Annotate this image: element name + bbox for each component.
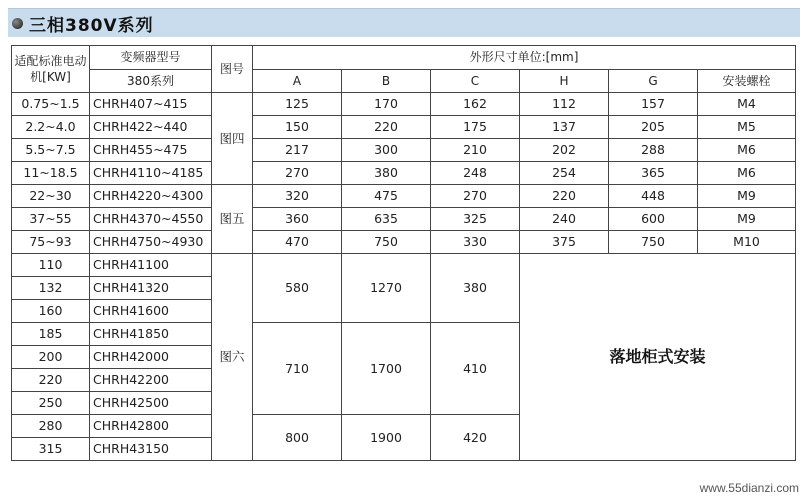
header-row	[12, 46, 796, 70]
cell-a: 150	[253, 116, 342, 139]
cell-bolt: M6	[698, 139, 796, 162]
table-row	[12, 231, 796, 254]
cell-model: CHRH42000	[90, 346, 212, 369]
cell-model: CHRH42800	[90, 415, 212, 438]
cell-b: 300	[342, 139, 431, 162]
bullet-icon	[12, 18, 23, 29]
cell-a: 320	[253, 185, 342, 208]
cell-c: 410	[431, 323, 520, 415]
cell-a: 800	[253, 415, 342, 461]
cell-model: CHRH4110~4185	[90, 162, 212, 185]
cell-kw: 37~55	[12, 208, 90, 231]
cell-kw: 185	[12, 323, 90, 346]
cell-b: 475	[342, 185, 431, 208]
cell-bolt: M5	[698, 116, 796, 139]
cell-c: 175	[431, 116, 520, 139]
cell-c: 210	[431, 139, 520, 162]
header-row-2	[12, 69, 796, 93]
header-col-bolt: 安装螺栓	[698, 69, 796, 93]
cell-a: 470	[253, 231, 342, 254]
cell-kw: 315	[12, 438, 90, 461]
cell-model: CHRH43150	[90, 438, 212, 461]
cell-figure: 图五	[212, 185, 253, 254]
cell-h: 202	[520, 139, 609, 162]
cell-bolt: M9	[698, 185, 796, 208]
cell-a: 580	[253, 254, 342, 323]
cell-c: 325	[431, 208, 520, 231]
cell-figure: 图六	[212, 254, 253, 461]
cell-c: 420	[431, 415, 520, 461]
cell-b: 1900	[342, 415, 431, 461]
cell-kw: 160	[12, 300, 90, 323]
cell-a: 360	[253, 208, 342, 231]
cell-b: 750	[342, 231, 431, 254]
cell-c: 270	[431, 185, 520, 208]
cell-g: 288	[609, 139, 698, 162]
cell-kw: 132	[12, 277, 90, 300]
cell-b: 635	[342, 208, 431, 231]
cell-kw: 110	[12, 254, 90, 277]
header-model: 变频器型号	[90, 46, 212, 70]
cell-model: CHRH41320	[90, 277, 212, 300]
cell-model: CHRH455~475	[90, 139, 212, 162]
cell-model: CHRH4370~4550	[90, 208, 212, 231]
cell-c: 248	[431, 162, 520, 185]
watermark: www.55dianzi.com	[699, 481, 799, 495]
table-row	[12, 208, 796, 231]
cell-b: 380	[342, 162, 431, 185]
cell-bolt: M9	[698, 208, 796, 231]
cell-kw: 0.75~1.5	[12, 93, 90, 116]
section-title: 三相380V系列	[29, 15, 154, 36]
cell-h: 220	[520, 185, 609, 208]
cell-kw: 5.5~7.5	[12, 139, 90, 162]
cell-kw: 75~93	[12, 231, 90, 254]
floor-install-note: 落地柜式安装	[520, 254, 796, 461]
cell-kw: 2.2~4.0	[12, 116, 90, 139]
header-col-h: H	[520, 69, 609, 93]
cell-model: CHRH41100	[90, 254, 212, 277]
cell-model: CHRH422~440	[90, 116, 212, 139]
cell-g: 600	[609, 208, 698, 231]
cell-kw: 280	[12, 415, 90, 438]
cell-h: 112	[520, 93, 609, 116]
cell-g: 448	[609, 185, 698, 208]
table-row	[12, 139, 796, 162]
table-row	[12, 185, 796, 208]
cell-b: 170	[342, 93, 431, 116]
cell-g: 157	[609, 93, 698, 116]
section-title-bar	[8, 8, 800, 37]
cell-bolt: M4	[698, 93, 796, 116]
cell-c: 162	[431, 93, 520, 116]
cell-bolt: M10	[698, 231, 796, 254]
cell-model: CHRH407~415	[90, 93, 212, 116]
cell-a: 217	[253, 139, 342, 162]
table-row	[12, 254, 796, 277]
cell-kw: 250	[12, 392, 90, 415]
header-dims: 外形尺寸单位:[mm]	[253, 46, 796, 70]
cell-model: CHRH41850	[90, 323, 212, 346]
table-row	[12, 93, 796, 116]
cell-h: 137	[520, 116, 609, 139]
cell-b: 1270	[342, 254, 431, 323]
cell-c: 380	[431, 254, 520, 323]
cell-model: CHRH4220~4300	[90, 185, 212, 208]
cell-c: 330	[431, 231, 520, 254]
cell-kw: 220	[12, 369, 90, 392]
header-fig: 图号	[212, 46, 253, 93]
header-col-c: C	[431, 69, 520, 93]
header-motor: 适配标准电动机[KW]	[12, 46, 90, 93]
cell-kw: 11~18.5	[12, 162, 90, 185]
cell-h: 375	[520, 231, 609, 254]
cell-b: 1700	[342, 323, 431, 415]
header-col-b: B	[342, 69, 431, 93]
cell-g: 365	[609, 162, 698, 185]
cell-a: 125	[253, 93, 342, 116]
cell-a: 710	[253, 323, 342, 415]
header-col-g: G	[609, 69, 698, 93]
table-row	[12, 116, 796, 139]
cell-model: CHRH42200	[90, 369, 212, 392]
cell-g: 750	[609, 231, 698, 254]
cell-a: 270	[253, 162, 342, 185]
table-row	[12, 162, 796, 185]
cell-model: CHRH42500	[90, 392, 212, 415]
cell-figure: 图四	[212, 93, 253, 185]
header-model-series: 380系列	[90, 69, 212, 93]
cell-h: 254	[520, 162, 609, 185]
cell-b: 220	[342, 116, 431, 139]
cell-kw: 200	[12, 346, 90, 369]
cell-kw: 22~30	[12, 185, 90, 208]
header-col-a: A	[253, 69, 342, 93]
cell-h: 240	[520, 208, 609, 231]
cell-model: CHRH4750~4930	[90, 231, 212, 254]
cell-g: 205	[609, 116, 698, 139]
cell-bolt: M6	[698, 162, 796, 185]
cell-model: CHRH41600	[90, 300, 212, 323]
spec-table	[11, 45, 796, 461]
